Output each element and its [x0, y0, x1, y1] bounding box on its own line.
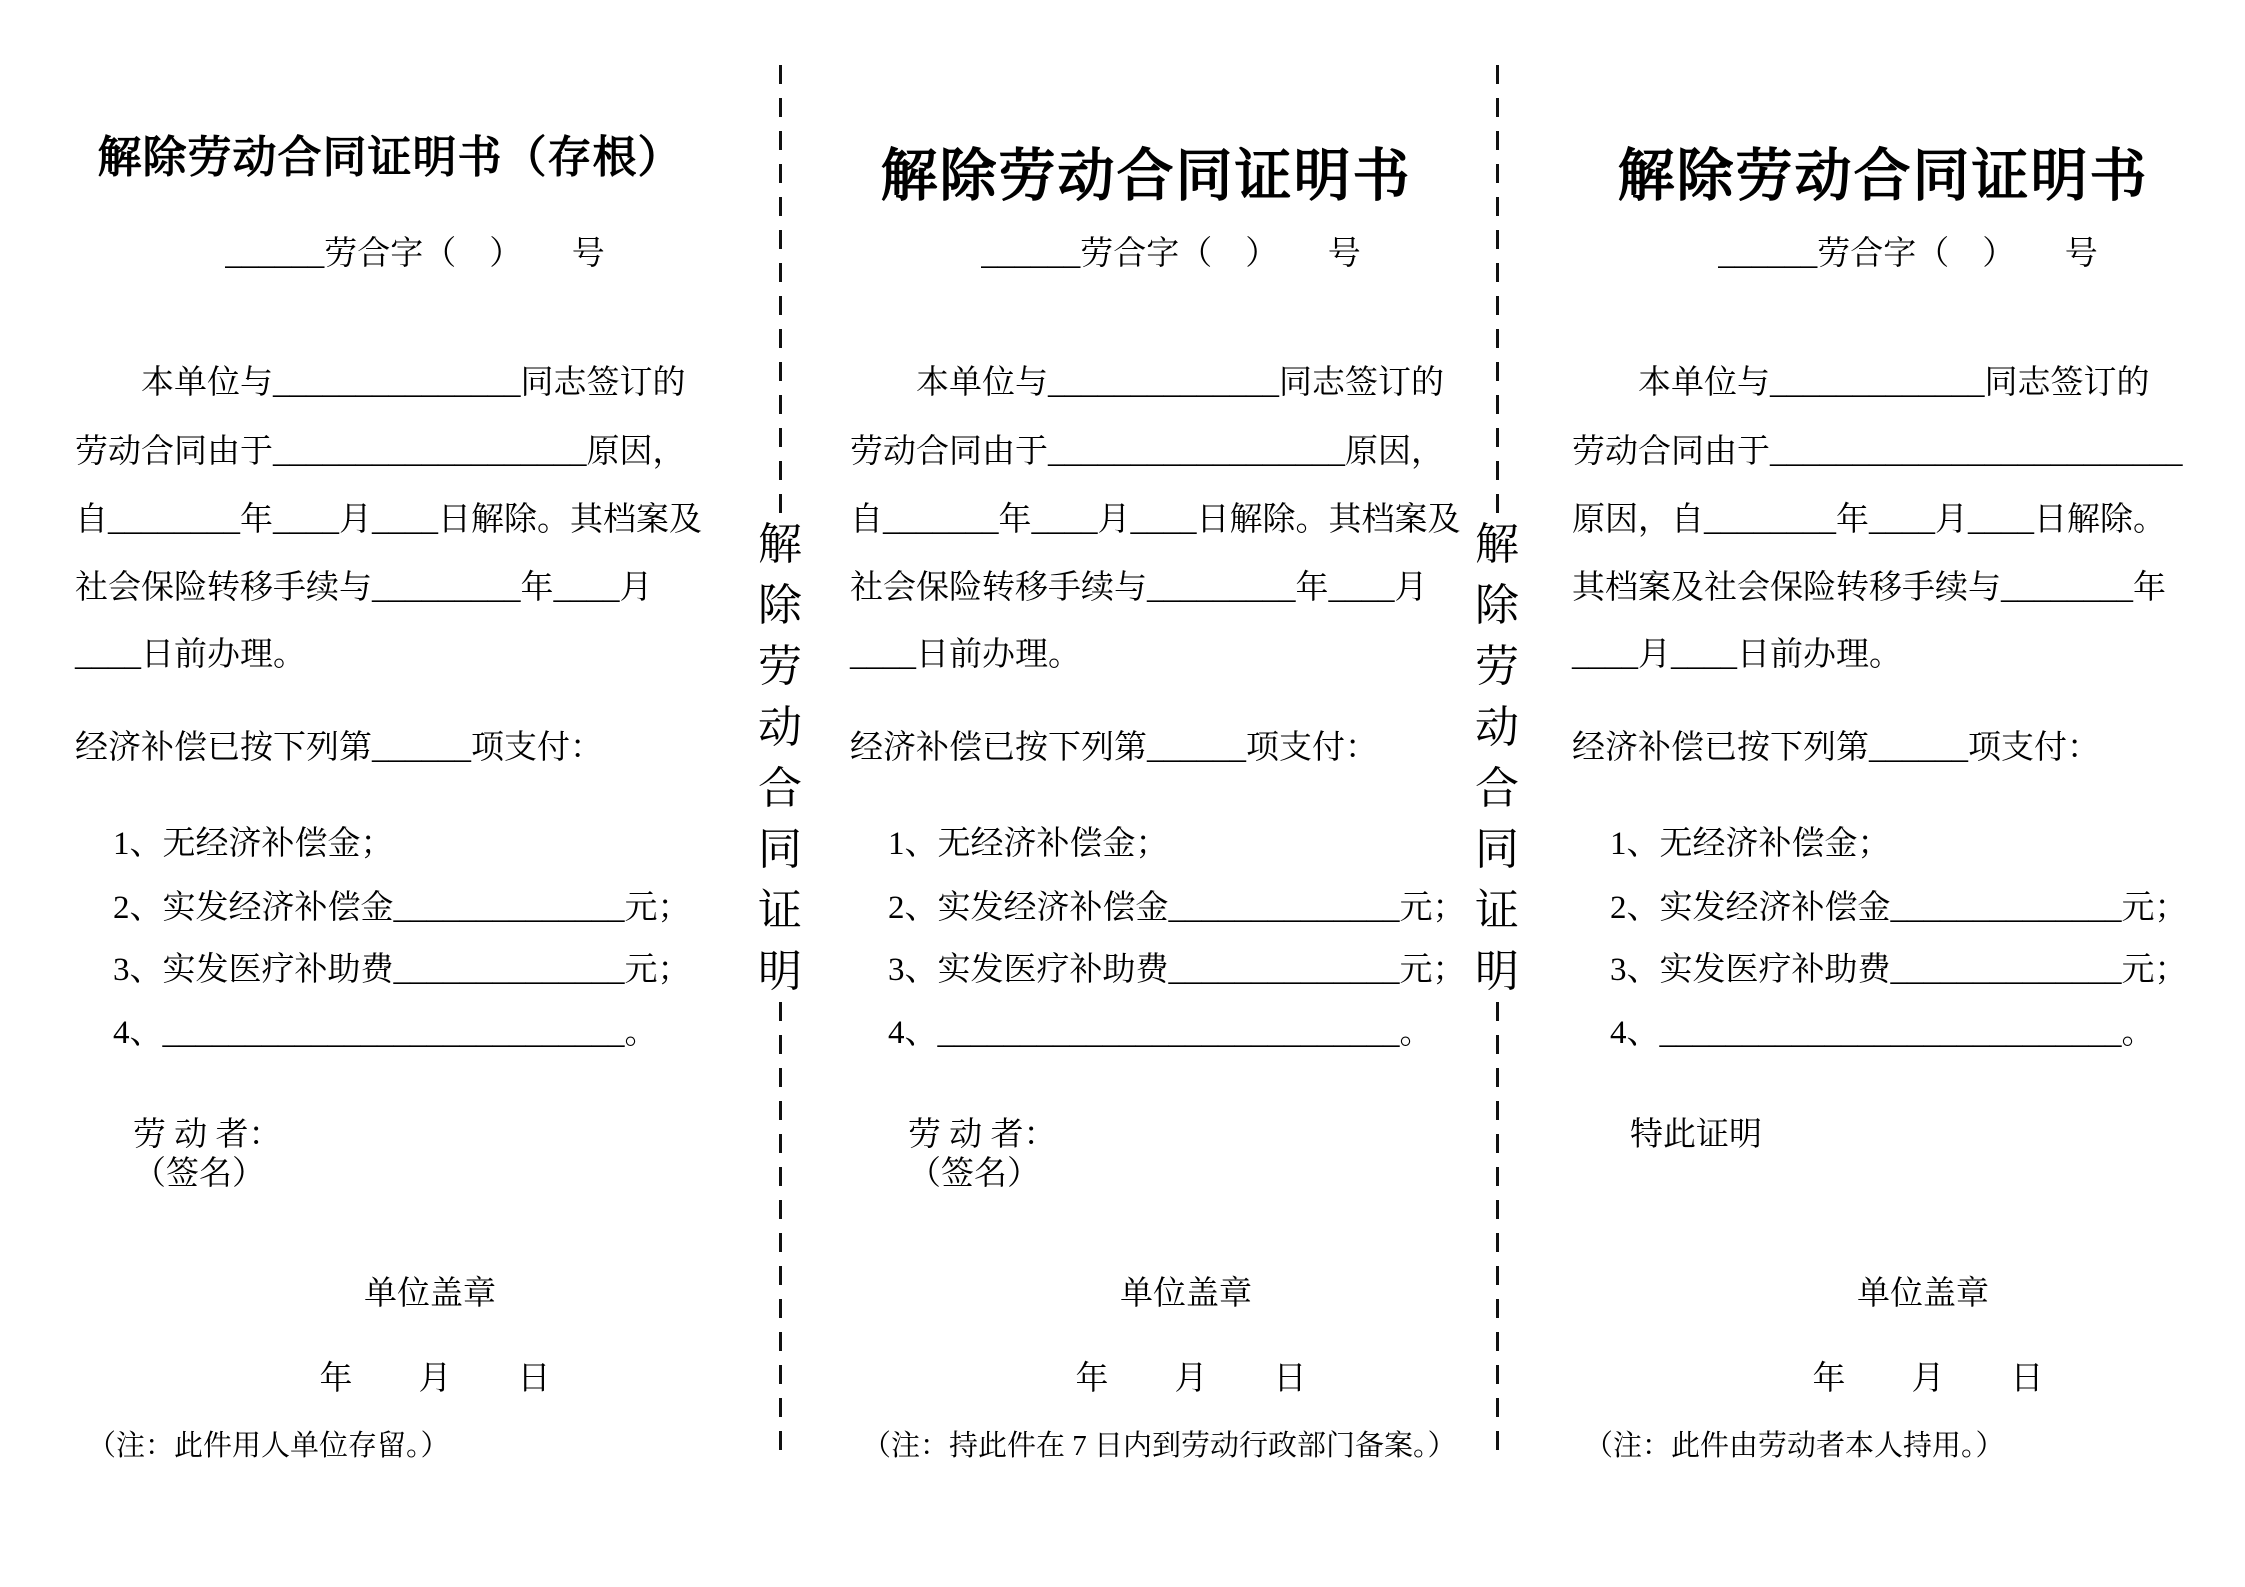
body-line: ____月____日前办理。	[1572, 637, 1902, 673]
compensation-item: 2、实发经济补偿金______________元；	[1610, 890, 2188, 926]
panel-stub-title: 解除劳动合同证明书（存根）	[97, 133, 683, 183]
worker-signature-label: 劳 动 者：	[908, 1117, 1057, 1153]
date-line: 年 月 日	[319, 1361, 551, 1397]
compensation-item: 2、实发经济补偿金______________元；	[113, 890, 691, 926]
body-line: 本单位与_____________同志签订的	[1638, 365, 2150, 401]
date-line: 年 月 日	[1812, 1361, 2044, 1397]
body-line: 社会保险转移手续与_________年____月	[75, 570, 653, 606]
dashed-cut-line	[779, 1002, 782, 1451]
signature-hint: （签名）	[133, 1156, 265, 1192]
dashed-cut-line	[1496, 1002, 1499, 1451]
dashed-cut-line	[1496, 65, 1499, 514]
unit-seal-label: 单位盖章	[364, 1276, 496, 1312]
compensation-item: 4、____________________________。	[113, 1015, 658, 1051]
fold-divider	[756, 65, 804, 1450]
compensation-item: 1、无经济补偿金；	[888, 826, 1169, 862]
worker-signature-label: 劳 动 者：	[133, 1117, 282, 1153]
unit-seal-label: 单位盖章	[1857, 1276, 1989, 1312]
ref-number-line: ______劳合字（ ） 号	[1718, 236, 2098, 272]
fold-divider	[1473, 65, 1521, 1450]
compensation-item: 3、实发医疗补助费______________元；	[888, 952, 1466, 988]
compensation-heading: 经济补偿已按下列第______项支付：	[850, 730, 1378, 766]
body-line: 自_______年____月____日解除。其档案及	[850, 502, 1461, 538]
hereby-certify-label: 特此证明	[1630, 1117, 1762, 1153]
date-line: 年 月 日	[1075, 1361, 1307, 1397]
divider-vertical-label: 解除劳动合同证明	[1475, 519, 1519, 996]
body-line: 本单位与______________同志签订的	[916, 365, 1444, 401]
compensation-item: 2、实发经济补偿金______________元；	[888, 890, 1466, 926]
body-line: 自________年____月____日解除。其档案及	[75, 502, 702, 538]
signature-hint: （签名）	[908, 1156, 1040, 1192]
compensation-heading: 经济补偿已按下列第______项支付：	[1572, 730, 2100, 766]
panel-stub	[75, 60, 705, 1560]
compensation-item: 4、____________________________。	[1610, 1015, 2155, 1051]
divider-vertical-label: 解除劳动合同证明	[758, 519, 802, 996]
panel-employer-copy	[850, 60, 1466, 1560]
body-line: 本单位与_______________同志签订的	[141, 365, 686, 401]
body-line: 劳动合同由于_________________________	[1572, 434, 2183, 470]
panel-worker-copy	[1572, 60, 2194, 1560]
body-line: 社会保险转移手续与_________年____月	[850, 570, 1428, 606]
ref-number-line: ______劳合字（ ） 号	[981, 236, 1361, 272]
body-line: 劳动合同由于___________________原因，	[75, 434, 686, 470]
dashed-cut-line	[779, 65, 782, 514]
panel-worker-title: 解除劳动合同证明书	[1617, 145, 2149, 209]
ref-number-line: ______劳合字（ ） 号	[225, 236, 605, 272]
body-line: 其档案及社会保险转移手续与________年	[1572, 570, 2166, 606]
compensation-item: 3、实发医疗补助费______________元；	[113, 952, 691, 988]
panel-employer-title: 解除劳动合同证明书	[880, 145, 1412, 209]
compensation-item: 1、无经济补偿金；	[1610, 826, 1891, 862]
compensation-heading: 经济补偿已按下列第______项支付：	[75, 730, 603, 766]
body-line: 原因，自________年____月____日解除。	[1572, 502, 2166, 538]
compensation-item: 4、____________________________。	[888, 1015, 1433, 1051]
footnote: （注：此件由劳动者本人持用。）	[1584, 1430, 2005, 1462]
body-line: ____日前办理。	[850, 637, 1081, 673]
footnote: （注：此件用人单位存留。）	[87, 1430, 450, 1462]
body-line: 劳动合同由于__________________原因，	[850, 434, 1444, 470]
footnote: （注：持此件在 7 日内到劳动行政部门备案。）	[862, 1430, 1457, 1462]
compensation-item: 1、无经济补偿金；	[113, 826, 394, 862]
compensation-item: 3、实发医疗补助费______________元；	[1610, 952, 2188, 988]
unit-seal-label: 单位盖章	[1120, 1276, 1252, 1312]
body-line: ____日前办理。	[75, 637, 306, 673]
